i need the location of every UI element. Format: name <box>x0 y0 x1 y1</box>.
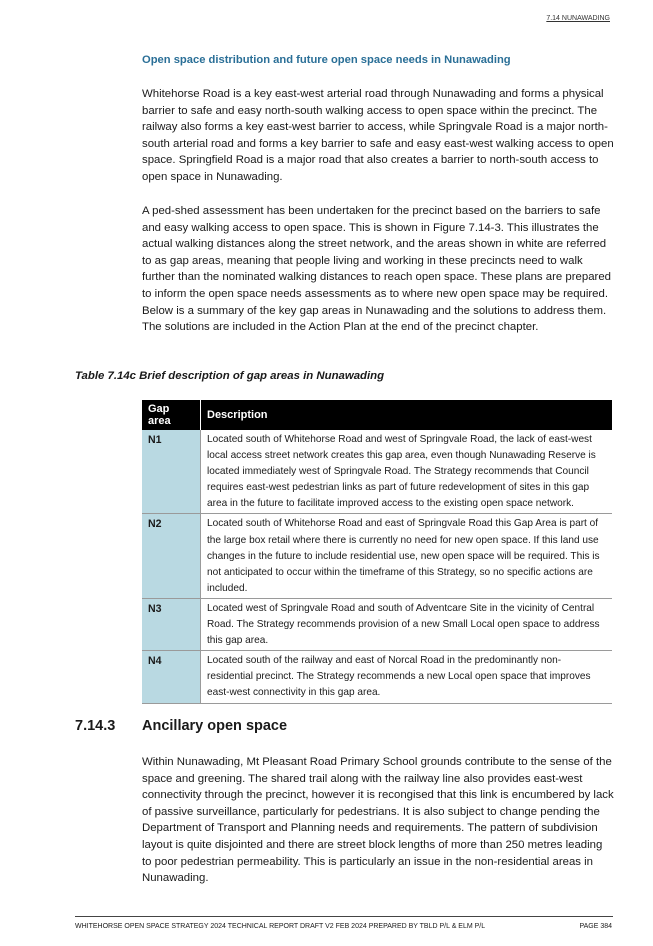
gap-areas-table <box>142 400 612 704</box>
running-header: 7.14 NUNAWADING <box>546 15 610 22</box>
paragraph-ancillary: Within Nunawading, Mt Pleasant Road Primary School grounds contribute to the sense of the space and greening. The shared trail along with the railway line also provides east-west connectivity through the precinct, however it is recongised that this link is encumbered by lack of passive surveillance, particularly for pedestrians. It is also subject to change pending the Department of Transport and Planning needs and requirements. The pattern of subdivision layout is quite disjointed and there are street block lengths of more than 250 metres leading to poor pedestrian permeability. This is particularly an issue in the non-residential areas in Nunawading. <box>142 756 614 885</box>
gap-area-description: Located south of Whitehorse Road and east of Springvale Road this Gap Area is part of the large box retail where there is currently no need for new open space. If this land use changes in the future to include residential use, new open space will be required. This is not anticipated to occur within the timeframe of this Strategy, so no specific actions are included. <box>201 514 613 598</box>
header-gap-area: Gap area <box>142 400 201 430</box>
gap-area-code: N2 <box>142 514 201 598</box>
table-row <box>142 430 612 514</box>
gap-area-code: N3 <box>142 598 201 650</box>
section-number: 7.14.3 <box>75 718 116 734</box>
footer-divider <box>75 916 613 917</box>
page-number: PAGE 384 <box>579 923 612 930</box>
section-title: Ancillary open space <box>142 718 288 734</box>
table-row <box>142 598 612 650</box>
table-row <box>142 514 612 598</box>
table-header-row <box>142 400 612 430</box>
table-caption: Table 7.14c Brief description of gap areas in Nunawading <box>75 370 385 382</box>
paragraph-barriers: Whitehorse Road is a key east-west arterial road through Nunawading and forms a physical barrier to safe and easy north-south walking access to open space within the precinct. The railway also forms a key east-west barrier to access, while Springvale Road is a major north-south arterial road and forms a key barrier to safe and easy east-west walking access to open space. Springfield Road is a major road that also creates a barrier to north-south access to open space in Nunawading. <box>142 88 614 183</box>
footer-document-info: WHITEHORSE OPEN SPACE STRATEGY 2024 TECHNICAL REPORT DRAFT V2 FEB 2024 PREPARED BY TBLD P/L & ELM P/L <box>75 923 486 930</box>
gap-area-description: Located west of Springvale Road and south of Adventcare Site in the vicinity of Central Road. The Strategy recommends provision of a new Small Local open space to address this gap area. <box>201 598 613 650</box>
gap-area-code: N4 <box>142 651 201 703</box>
gap-area-description: Located south of Whitehorse Road and west of Springvale Road, the lack of east-west local access street network creates this gap area, even though Nunawading Reserve is located immediately west of Springvale Road. The Strategy recommends that Council requires east-west pedestrian links as part of future redevelopment of sites in this gap area in the future to facilitate improved access to the existing open space network. <box>201 430 613 514</box>
gap-area-description: Located south of the railway and east of Norcal Road in the predominantly non-residential precinct. The Strategy recommends a new Local open space that improves east-west connectivity in this gap area. <box>201 651 613 703</box>
subheading: Open space distribution and future open space needs in Nunawading <box>142 54 511 66</box>
table-row <box>142 651 612 703</box>
gap-area-code: N1 <box>142 430 201 514</box>
paragraph-ped-shed: A ped-shed assessment has been undertaken for the precinct based on the barriers to safe and easy walking access to open space. This is shown in Figure 7.14-3. This illustrates the actual walking distances along the street network, and the areas shown in white are referred to as gap areas, meaning that people living and working in these precincts need to walk further than the nominated walking distances to reach open space. These plans are prepared to inform the open space needs assessments as to where new open space may be required. Below is a summary of the key gap areas in Nunawading and the solutions to address them. The solutions are included in the Action Plan at the end of the precinct chapter. <box>142 205 612 334</box>
header-description: Description <box>201 400 613 430</box>
